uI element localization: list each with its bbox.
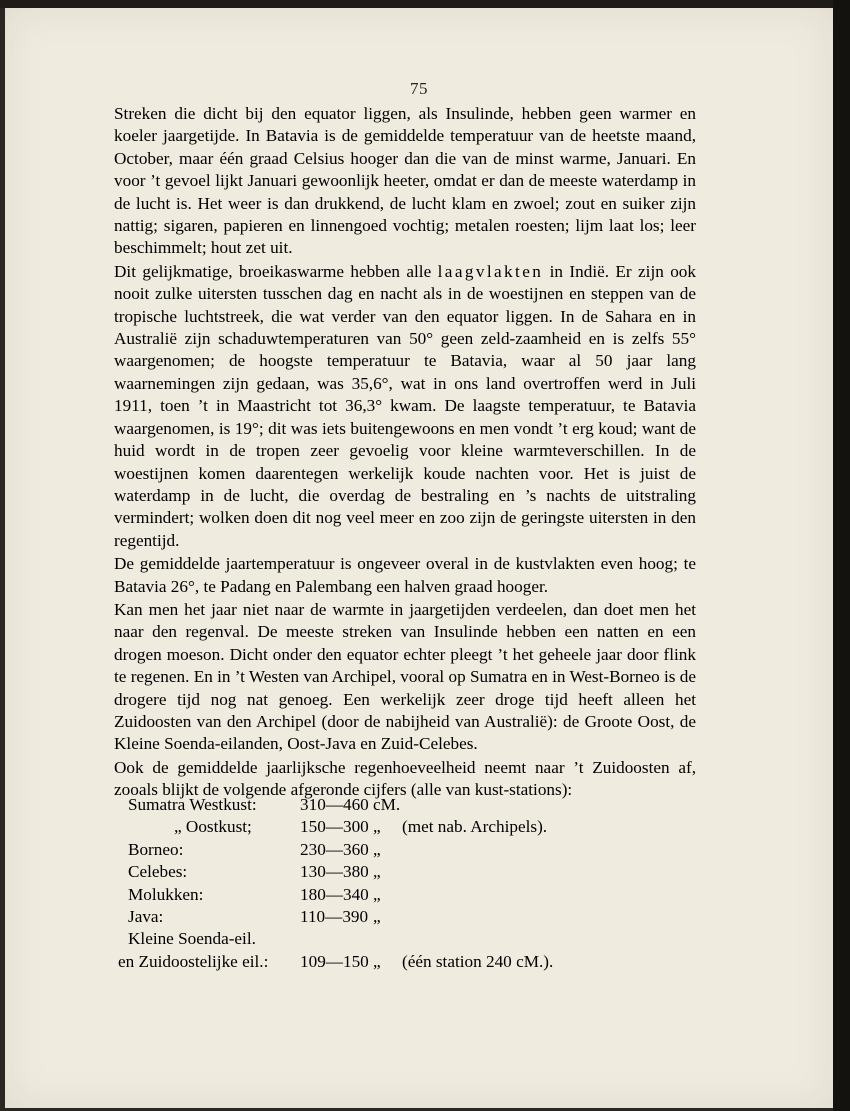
scan-top-edge [0, 0, 850, 8]
paragraph-text: Streken die dicht bij den equator liggen, als Insulinde, hebben geen warmer en koeler jaargetijde. In Batavia is de gemiddelde temperatuur van de heetste maand, October, maar één graad Celsius hooger dan die van de minst warme, Januari. En voor ’t gevoel lijkt Januari gewoonlijk heeter, omdat er dan de meeste waterdamp in de lucht is. Het weer is dan drukkend, de lucht klam en zwoel; zout en suiker zijn nattig; sigaren, papieren en linnengoed vochtig; metalen roesten; lijm laat los; leer beschimmelt; hout zet uit. [114, 104, 696, 258]
paragraph-text: Dit gelijkmatige, broeikaswarme hebben alle [114, 261, 438, 281]
rainfall-note: (één station 240 cM.). [402, 951, 554, 971]
paragraph-annual-temperature [114, 553, 696, 598]
body-text [114, 103, 696, 802]
paragraph-text: in Indië. Er zijn ook nooit zulke uitersten tusschen dag en nacht als in de woestijnen en steppen van de tropische luchtstreek, die wat verder van den equator liggen. In de Sahara en in Australië zijn schaduwtemperaturen van 50° geen zeld-zaamheid en is zelfs 55° waargenomen; de hoogste temperatuur te Batavia, waar al 50 jaar lang waarnemingen zijn gedaan, was 35,6°, wat in ons land overtroffen werd in Juli 1911, toen ’t in Maastricht tot 36,3° kwam. De laagste temperatuur, te Batavia waargenomen, is 19°; dit was iets buitengewoons en men vondt ’t erg koud; want de huid wordt in de tropen zeer gevoelig voor kleine warmteverschillen. In de woestijnen komen daarentegen werkelijk koude nachten voor. Het is juist de waterdamp in de lucht, die overdag de bestraling en ’s nachts de uitstraling vermindert; wolken doen dit nog veel meer en zoo zijn de geringste uitersten in den regentijd. [114, 261, 696, 550]
rainfall-range: 310—460 [300, 795, 369, 814]
table-row [114, 816, 714, 838]
table-row [114, 951, 714, 973]
table-row [114, 839, 714, 861]
rainfall-unit: cM. [373, 795, 401, 814]
rainfall-range: 130—380 [300, 862, 369, 882]
rainfall-range: 150—300 [300, 817, 369, 837]
region-label: Celebes: [128, 862, 188, 882]
rainfall-range: 110—390 [300, 906, 369, 926]
region-label: Java: [128, 906, 164, 926]
region-label: en Zuidoostelijke eil.: [118, 951, 269, 971]
emphasized-word: laagvlakten [437, 261, 544, 281]
table-row [114, 794, 714, 816]
region-label: „ Oostkust; [174, 817, 252, 837]
scan-right-edge [833, 0, 850, 1111]
table-row [114, 884, 714, 906]
paragraph-text: Kan men het jaar niet naar de warmte in jaargetijden verdeelen, dan doet men het naar den regenval. De meeste streken van Insulinde hebben een natten en een drogen moeson. Dicht onder den equator echter pleegt ’t het geheele jaar door flink te regenen. En in ’t Westen van Archipel, vooral op Sumatra en in West-Borneo is de drogere tijd nog nat genoeg. Een werkelijk zeer droge tijd heeft alleen het Zuidoosten van den Archipel (door de nabijheid van Australië): de Groote Oost, de Kleine Soenda-eilanden, Oost-Java en Zuid-Celebes. [114, 599, 696, 754]
rainfall-table [114, 794, 714, 973]
rainfall-unit: „ [373, 906, 381, 926]
region-label: Sumatra Westkust: [128, 795, 257, 814]
paragraph-text: De gemiddelde jaartemperatuur is ongeveer overal in de kustvlakten even hoog; te Batavia 26°, te Padang en Palembang een halven graad hooger. [114, 554, 696, 596]
rainfall-unit: „ [373, 884, 381, 904]
paragraph-text: Ook de gemiddelde jaarlijksche regenhoeveelheid neemt naar ’t Zuidoosten af, zooals blijkt de volgende afgeronde cijfers (alle van kust-stations): [114, 757, 696, 800]
rainfall-unit: „ [373, 951, 381, 971]
paragraph-lowlands [114, 261, 696, 552]
rainfall-unit: „ [373, 839, 381, 859]
region-label: Kleine Soenda-eil. [128, 929, 256, 949]
rainfall-unit: „ [373, 862, 381, 882]
table-row [114, 928, 714, 950]
region-label: Molukken: [128, 884, 204, 904]
rainfall-note: (met nab. Archipels). [402, 817, 548, 837]
rainfall-range: 230—360 [300, 839, 369, 859]
table-row [114, 906, 714, 928]
rainfall-range: 109—150 [300, 951, 369, 971]
table-row [114, 861, 714, 883]
rainfall-unit: „ [373, 817, 381, 837]
page-number: 75 [410, 79, 428, 98]
region-label: Borneo: [128, 839, 184, 859]
rainfall-range: 180—340 [300, 884, 369, 904]
paragraph-equator [114, 103, 696, 260]
paragraph-monsoon [114, 599, 696, 756]
